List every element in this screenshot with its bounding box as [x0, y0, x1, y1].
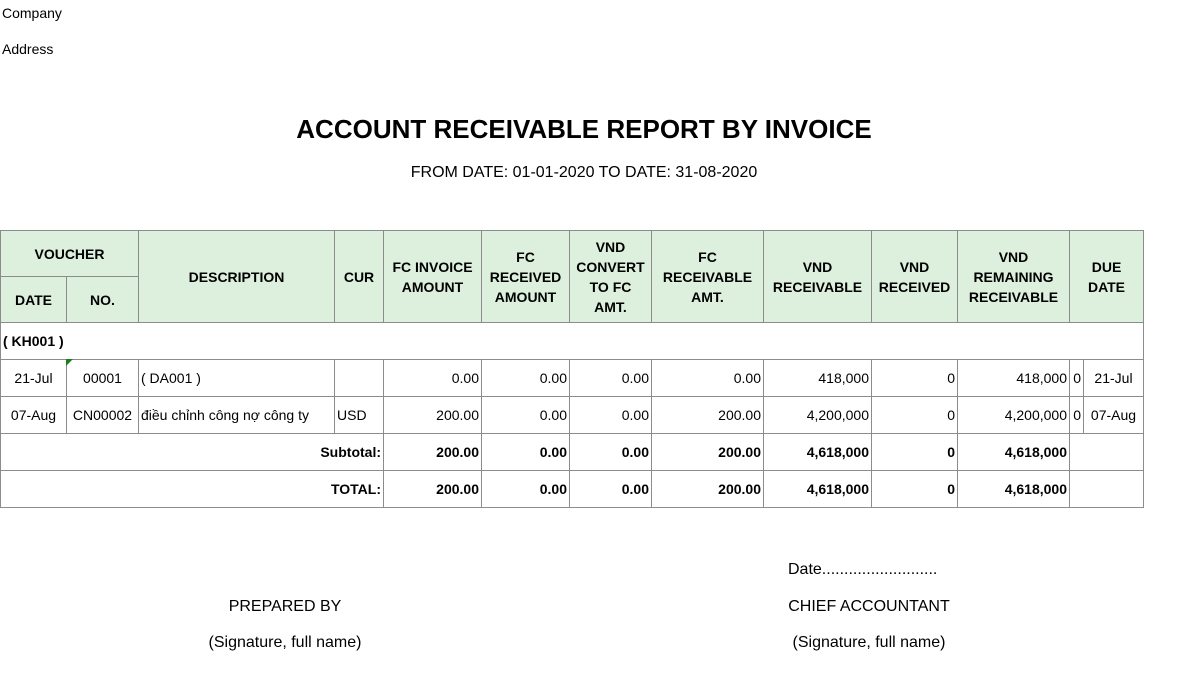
prepared-by-signature-note: (Signature, full name)	[208, 634, 362, 651]
report-date-range: FROM DATE: 01-01-2020 TO DATE: 31-08-2020	[410, 164, 758, 181]
subtotal-fc-invoice-amount: 200.00	[384, 434, 482, 471]
cell-due-date: 07-Aug	[1084, 397, 1144, 434]
cell-vnd-remaining: 418,000	[958, 360, 1070, 397]
group-row	[1, 323, 1144, 360]
header-due-date: DUE DATE	[1070, 231, 1144, 323]
signature-date-line: Date..........................	[788, 561, 938, 578]
total-fc-received-amount: 0.00	[482, 471, 570, 508]
subtotal-vnd-received: 0	[872, 434, 958, 471]
company-address: Address	[2, 41, 54, 57]
cell-fc-receivable: 200.00	[652, 397, 764, 434]
cell-fc-receivable: 0.00	[652, 360, 764, 397]
total-row	[1, 471, 1144, 508]
cell-vnd-receivable: 418,000	[764, 360, 872, 397]
total-label: TOTAL:	[1, 471, 384, 508]
cell-vnd-convert-to-fc: 0.00	[570, 397, 652, 434]
receivable-table	[0, 230, 1144, 508]
cell-fc-invoice-amount: 200.00	[384, 397, 482, 434]
cell-vnd-convert-to-fc: 0.00	[570, 360, 652, 397]
subtotal-empty	[1070, 434, 1144, 471]
header-cur: CUR	[335, 231, 384, 323]
chief-accountant-signature-note: (Signature, full name)	[792, 634, 946, 651]
cell-description: ( DA001 )	[139, 360, 335, 397]
header-vnd-receivable: VND RECEIVABLE	[764, 231, 872, 323]
total-vnd-convert-to-fc: 0.00	[570, 471, 652, 508]
subtotal-row	[1, 434, 1144, 471]
table-row	[1, 360, 1144, 397]
prepared-by-label: PREPARED BY	[228, 598, 342, 615]
cell-date: 21-Jul	[1, 360, 67, 397]
total-vnd-receivable: 4,618,000	[764, 471, 872, 508]
subtotal-fc-receivable: 200.00	[652, 434, 764, 471]
cell-vnd-received: 0	[872, 360, 958, 397]
total-vnd-received: 0	[872, 471, 958, 508]
header-voucher: VOUCHER	[1, 231, 139, 277]
table-row	[1, 397, 1144, 434]
subtotal-vnd-remaining: 4,618,000	[958, 434, 1070, 471]
cell-date: 07-Aug	[1, 397, 67, 434]
subtotal-vnd-convert-to-fc: 0.00	[570, 434, 652, 471]
cell-fc-received-amount: 0.00	[482, 397, 570, 434]
header-vnd-received: VND RECEIVED	[872, 231, 958, 323]
subtotal-vnd-receivable: 4,618,000	[764, 434, 872, 471]
total-empty	[1070, 471, 1144, 508]
header-vnd-convert-to-fc: VND CONVERT TO FC AMT.	[570, 231, 652, 323]
cell-days: 0	[1070, 360, 1084, 397]
subtotal-fc-received-amount: 0.00	[482, 434, 570, 471]
header-fc-received-amount: FC RECEIVED AMOUNT	[482, 231, 570, 323]
cell-vnd-received: 0	[872, 397, 958, 434]
subtotal-label: Subtotal:	[1, 434, 384, 471]
cell-fc-invoice-amount: 0.00	[384, 360, 482, 397]
total-fc-receivable: 200.00	[652, 471, 764, 508]
header-no: NO.	[67, 277, 139, 323]
cell-days: 0	[1070, 397, 1084, 434]
cell-cur	[335, 360, 384, 397]
cell-no: CN00002	[67, 397, 139, 434]
cell-vnd-receivable: 4,200,000	[764, 397, 872, 434]
total-fc-invoice-amount: 200.00	[384, 471, 482, 508]
header-fc-receivable: FC RECEIVABLE AMT.	[652, 231, 764, 323]
header-date: DATE	[1, 277, 67, 323]
cell-vnd-remaining: 4,200,000	[958, 397, 1070, 434]
cell-due-date: 21-Jul	[1084, 360, 1144, 397]
chief-accountant-label: CHIEF ACCOUNTANT	[788, 598, 950, 615]
table-header-row-1	[1, 231, 1144, 277]
total-vnd-remaining: 4,618,000	[958, 471, 1070, 508]
cell-cur: USD	[335, 397, 384, 434]
report-title: ACCOUNT RECEIVABLE REPORT BY INVOICE	[296, 114, 872, 144]
comment-marker-icon[interactable]	[66, 359, 73, 366]
header-fc-invoice-amount: FC INVOICE AMOUNT	[384, 231, 482, 323]
header-vnd-remaining: VND REMAINING RECEIVABLE	[958, 231, 1070, 323]
cell-no: 00001	[67, 360, 139, 397]
group-label: ( KH001 )	[1, 323, 1144, 360]
cell-description: điều chỉnh công nợ công ty	[139, 397, 335, 434]
company-name: Company	[2, 5, 62, 21]
cell-fc-received-amount: 0.00	[482, 360, 570, 397]
header-description: DESCRIPTION	[139, 231, 335, 323]
